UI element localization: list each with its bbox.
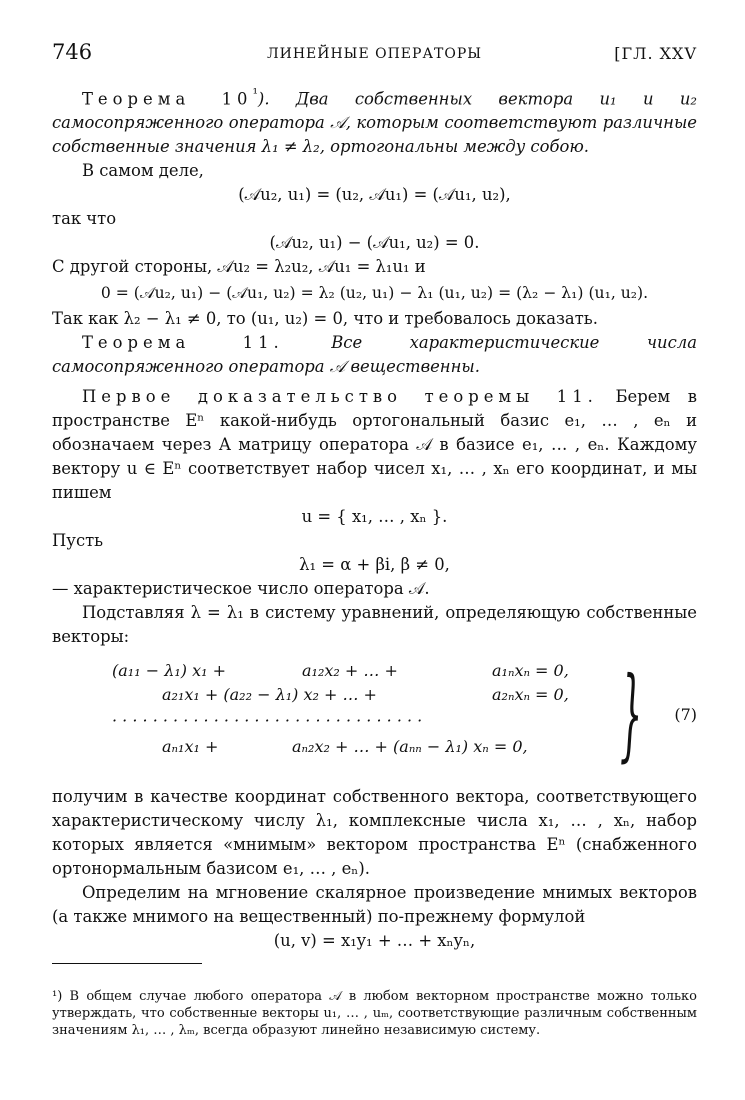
system-cell: aₙ₂x₂ + … + (aₙₙ − λ₁) xₙ = 0, — [292, 737, 528, 757]
page-header — [52, 40, 697, 70]
system-cell: a₂ₙxₙ = 0, — [492, 685, 569, 705]
system-row-dots: · · · · · · · · · · · · · · · · · · · · · · · · · · · · · · · — [112, 711, 423, 731]
equation-2: (𝒜u₂, u₁) − (𝒜u₁, u₂) = 0. — [269, 233, 480, 253]
substituting: Подставляя λ = λ₁ в систему уравнений, определяющую собственные векторы: — [52, 603, 697, 647]
system-cell: a₂₁x₁ + (a₂₂ − λ₁) x₂ + … + — [162, 685, 377, 705]
equation-5: λ₁ = α + βi, β ≠ 0, — [299, 555, 450, 575]
system-cell: a₁₂x₂ + … + — [302, 661, 398, 681]
theorem-11-label: Теорема 11. — [82, 333, 284, 353]
footnote-rule — [52, 963, 202, 964]
other-side: С другой стороны, 𝒜u₂ = λ₂u₂, 𝒜u₁ = λ₁u₁ и — [52, 257, 426, 277]
right-brace: } — [620, 655, 643, 773]
proof-intro: В самом деле, — [82, 161, 204, 181]
equation-6: (u, v) = x₁y₁ + … + xₙyₙ, — [273, 931, 476, 951]
footnote-mark: ¹ — [252, 86, 258, 102]
first-proof-text: Берем в пространстве Eⁿ какой-нибудь ортогональный базис e₁, … , eₙ и обозначаем через A матрицу оператора 𝒜 в базисе e₁, … , eₙ. Каждому вектору u ∈ Eⁿ соответствует набор чисел x₁, … , xₙ его координат, и мы пишем — [52, 387, 697, 503]
let-word: Пусть — [52, 531, 104, 551]
system-cell: (a₁₁ − λ₁) x₁ + — [112, 661, 226, 681]
char-number: — характеристическое число оператора 𝒜. — [52, 579, 430, 599]
page-number: 746 — [52, 40, 93, 64]
equation-4: u = { x₁, … , xₙ }. — [301, 507, 448, 527]
equation-1: (𝒜u₂, u₁) = (u₂, 𝒜u₁) = (𝒜u₁, u₂), — [238, 185, 511, 205]
equation-tag: (7) — [674, 705, 697, 725]
theorem-11-text: Все характеристические числа самосопряженного оператора 𝒜 вещественны. — [52, 333, 697, 377]
footnote: ¹) В общем случае любого оператора 𝒜 в любом векторном пространстве можно только утверждать, что собственные векторы u₁, … , uₘ, соответствующие различным собственным значениям λ₁, … , λₘ, всегда образуют линейно независимую систему. — [52, 989, 697, 1038]
system-row-n — [162, 735, 528, 759]
main-text — [52, 82, 697, 953]
system-row-1 — [112, 659, 569, 683]
chapter-label: [ГЛ. XXV — [614, 44, 697, 63]
define-product: Определим на мгновение скалярное произведение мнимых векторов (а также мнимого на вещественный) по-прежнему формулой — [52, 883, 697, 927]
running-title: ЛИНЕЙНЫЕ ОПЕРАТОРЫ — [266, 46, 483, 62]
system-cell: a₁ₙxₙ = 0, — [492, 661, 569, 681]
so-that: так что — [52, 209, 117, 229]
theorem-10-label: Теорема 10 — [82, 89, 253, 109]
first-proof — [52, 385, 697, 505]
system-cell: aₙ₁x₁ + — [162, 737, 219, 757]
theorem-10-text: ). Два собственных вектора u₁ и u₂ самосопряженного оператора 𝒜, которым соответствуют различные собственные значения λ₁ ≠ λ₂, ортогональны между собою. — [52, 89, 698, 157]
after-system: получим в качестве координат собственного вектора, соответствующего характеристическому числу λ₁, комплексные числа x₁, … , xₙ, набор которых является «мнимым» вектором пространства Eⁿ (снабженного ортонормальным базисом e₁, … , eₙ). — [52, 787, 697, 879]
equation-3: 0 = (𝒜u₂, u₁) − (𝒜u₁, u₂) = λ₂ (u₂, u₁) − λ₁ (u₁, u₂) = (λ₂ − λ₁) (u₁, u₂). — [100, 284, 649, 303]
first-proof-label: Первое доказательство теоремы 11. — [82, 387, 598, 407]
theorem-11 — [52, 331, 697, 379]
theorem-10 — [52, 82, 697, 159]
conclusion: Так как λ₂ − λ₁ ≠ 0, то (u₁, u₂) = 0, что и требовалось доказать. — [52, 309, 598, 329]
system-row-2 — [162, 683, 569, 707]
equation-system — [52, 655, 697, 777]
